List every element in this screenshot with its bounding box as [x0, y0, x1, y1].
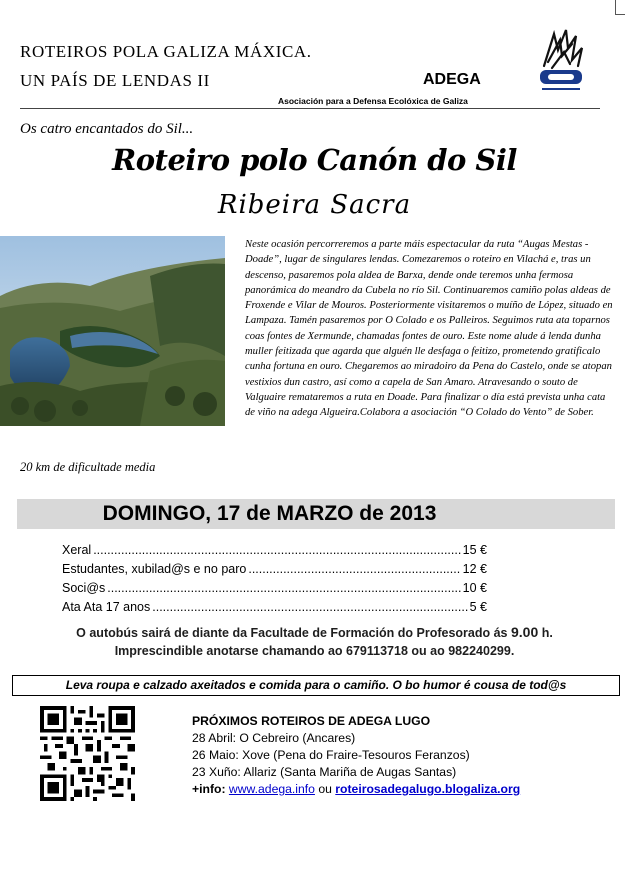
page-corner — [615, 0, 625, 15]
price-list — [62, 541, 487, 617]
price-value: 10 € — [462, 581, 487, 595]
bus-line2-mid: ou ao — [411, 644, 445, 658]
blog-link[interactable]: roteirosadegalugo.blogaliza.org — [335, 782, 521, 796]
bus-line2-pre: Imprescindible anotarse chamando ao — [114, 644, 343, 658]
event-date: DOMINGO, 17 de MARZO de 2013 — [102, 502, 437, 525]
price-label: Soci@s — [62, 581, 106, 595]
bus-time: 9.00 — [511, 624, 539, 640]
org-name: ADEGA — [423, 71, 481, 88]
route-description: Neste ocasión percorreremos a parte máis espectacular da ruta “Augas Mestas - Doade”, lugar de singulares lendas. Comezaremos o roteiro en Vilachá e, tras un descenso, pasaremos pola aldea de Barxa, dende onde teremos unha fermosa panorámica do meandro da Cubela no río Sil. Continuaremos camiño polas aldeas de Froxende e Vilar de Mouros. Posteriormente visitaremos o muíño de López, situado en Lampaza. Tamén pasaremos por O Colado e os Palleiros. Seguimos ruta ata toparnos coas fontes de Xermunde, chamadas fontes de ouro. Este nome alude á lenda dunha muller feitizada que agarda que alguén lle desfaga o feitizo, prometendo gratificalo cunha fortuna en ouro. Chegaremos ao miradoiro da Pena do Castelo, onde se atopan vestixios dun castro, así como a capela de San Amaro. Atravesando o souto de Valguaire remataremos a ruta en Doade. Para finalizar o día está prevista unha cata de viño na adega Algueira.Colabora a asociación “O Colado do Vento” de Sober. — [245, 239, 613, 419]
price-row — [62, 598, 487, 617]
qr-code — [40, 706, 135, 801]
association-name: Asociación para a Defensa Ecolóxica de Galiza — [278, 96, 468, 106]
page-subtitle: Ribeira Sacra — [217, 190, 412, 220]
price-label: Xeral — [62, 543, 92, 557]
price-leader — [93, 541, 460, 560]
next-routes — [192, 713, 520, 798]
header-line-2: UN PAÍS DE LENDAS II — [20, 71, 210, 90]
price-row — [62, 541, 487, 560]
price-value: 15 € — [462, 543, 487, 557]
info-line — [192, 781, 520, 798]
difficulty-label: 20 km de dificultade media — [20, 460, 156, 474]
price-label: Estudantes, xubilad@s e no paro — [62, 562, 247, 576]
price-label: Ata Ata 17 anos — [62, 600, 151, 614]
phone-number-2: 982240299 — [448, 644, 511, 658]
canyon-photo — [0, 236, 225, 426]
next-route-item: 26 Maio: Xove (Pena do Fraire-Tesouros Feranzos) — [192, 748, 470, 762]
bus-booking-text — [0, 644, 629, 658]
price-row — [62, 560, 487, 579]
page-title: Roteiro polo Canón do Sil — [112, 143, 517, 177]
next-route-item: 28 Abril: O Cebreiro (Ancares) — [192, 731, 356, 745]
adega-logo — [532, 26, 590, 94]
info-label: +info: — [192, 782, 226, 796]
bus-line1-pre: O autobús sairá de diante da Facultade de Formación do Profesorado ás — [76, 626, 508, 640]
info-or: ou — [318, 782, 332, 796]
next-routes-title: PRÓXIMOS ROTEIROS DE ADEGA LUGO — [192, 714, 431, 728]
header-divider — [20, 108, 600, 109]
intro-subtitle: Os catro encantados do Sil... — [20, 121, 194, 137]
notice-box: Leva roupa e calzado axeitados e comida para o camiño. O bo humor é cousa de tod@s — [12, 675, 620, 696]
price-leader — [152, 598, 467, 617]
price-value: 12 € — [462, 562, 487, 576]
price-value: 5 € — [469, 600, 487, 614]
price-leader — [248, 560, 460, 579]
next-route-item: 23 Xuño: Allariz (Santa Mariña de Augas Santas) — [192, 765, 457, 779]
price-row — [62, 579, 487, 598]
bus-line2-post: . — [510, 644, 515, 658]
bus-departure-text — [0, 624, 629, 640]
price-leader — [107, 579, 460, 598]
bus-line1-post: h. — [541, 626, 553, 640]
date-band — [17, 499, 615, 529]
adega-link[interactable]: www.adega.info — [228, 782, 315, 796]
phone-number-1: 679113718 — [346, 644, 408, 658]
header-line-1: ROTEIROS POLA GALIZA MÁXICA. — [20, 42, 312, 61]
